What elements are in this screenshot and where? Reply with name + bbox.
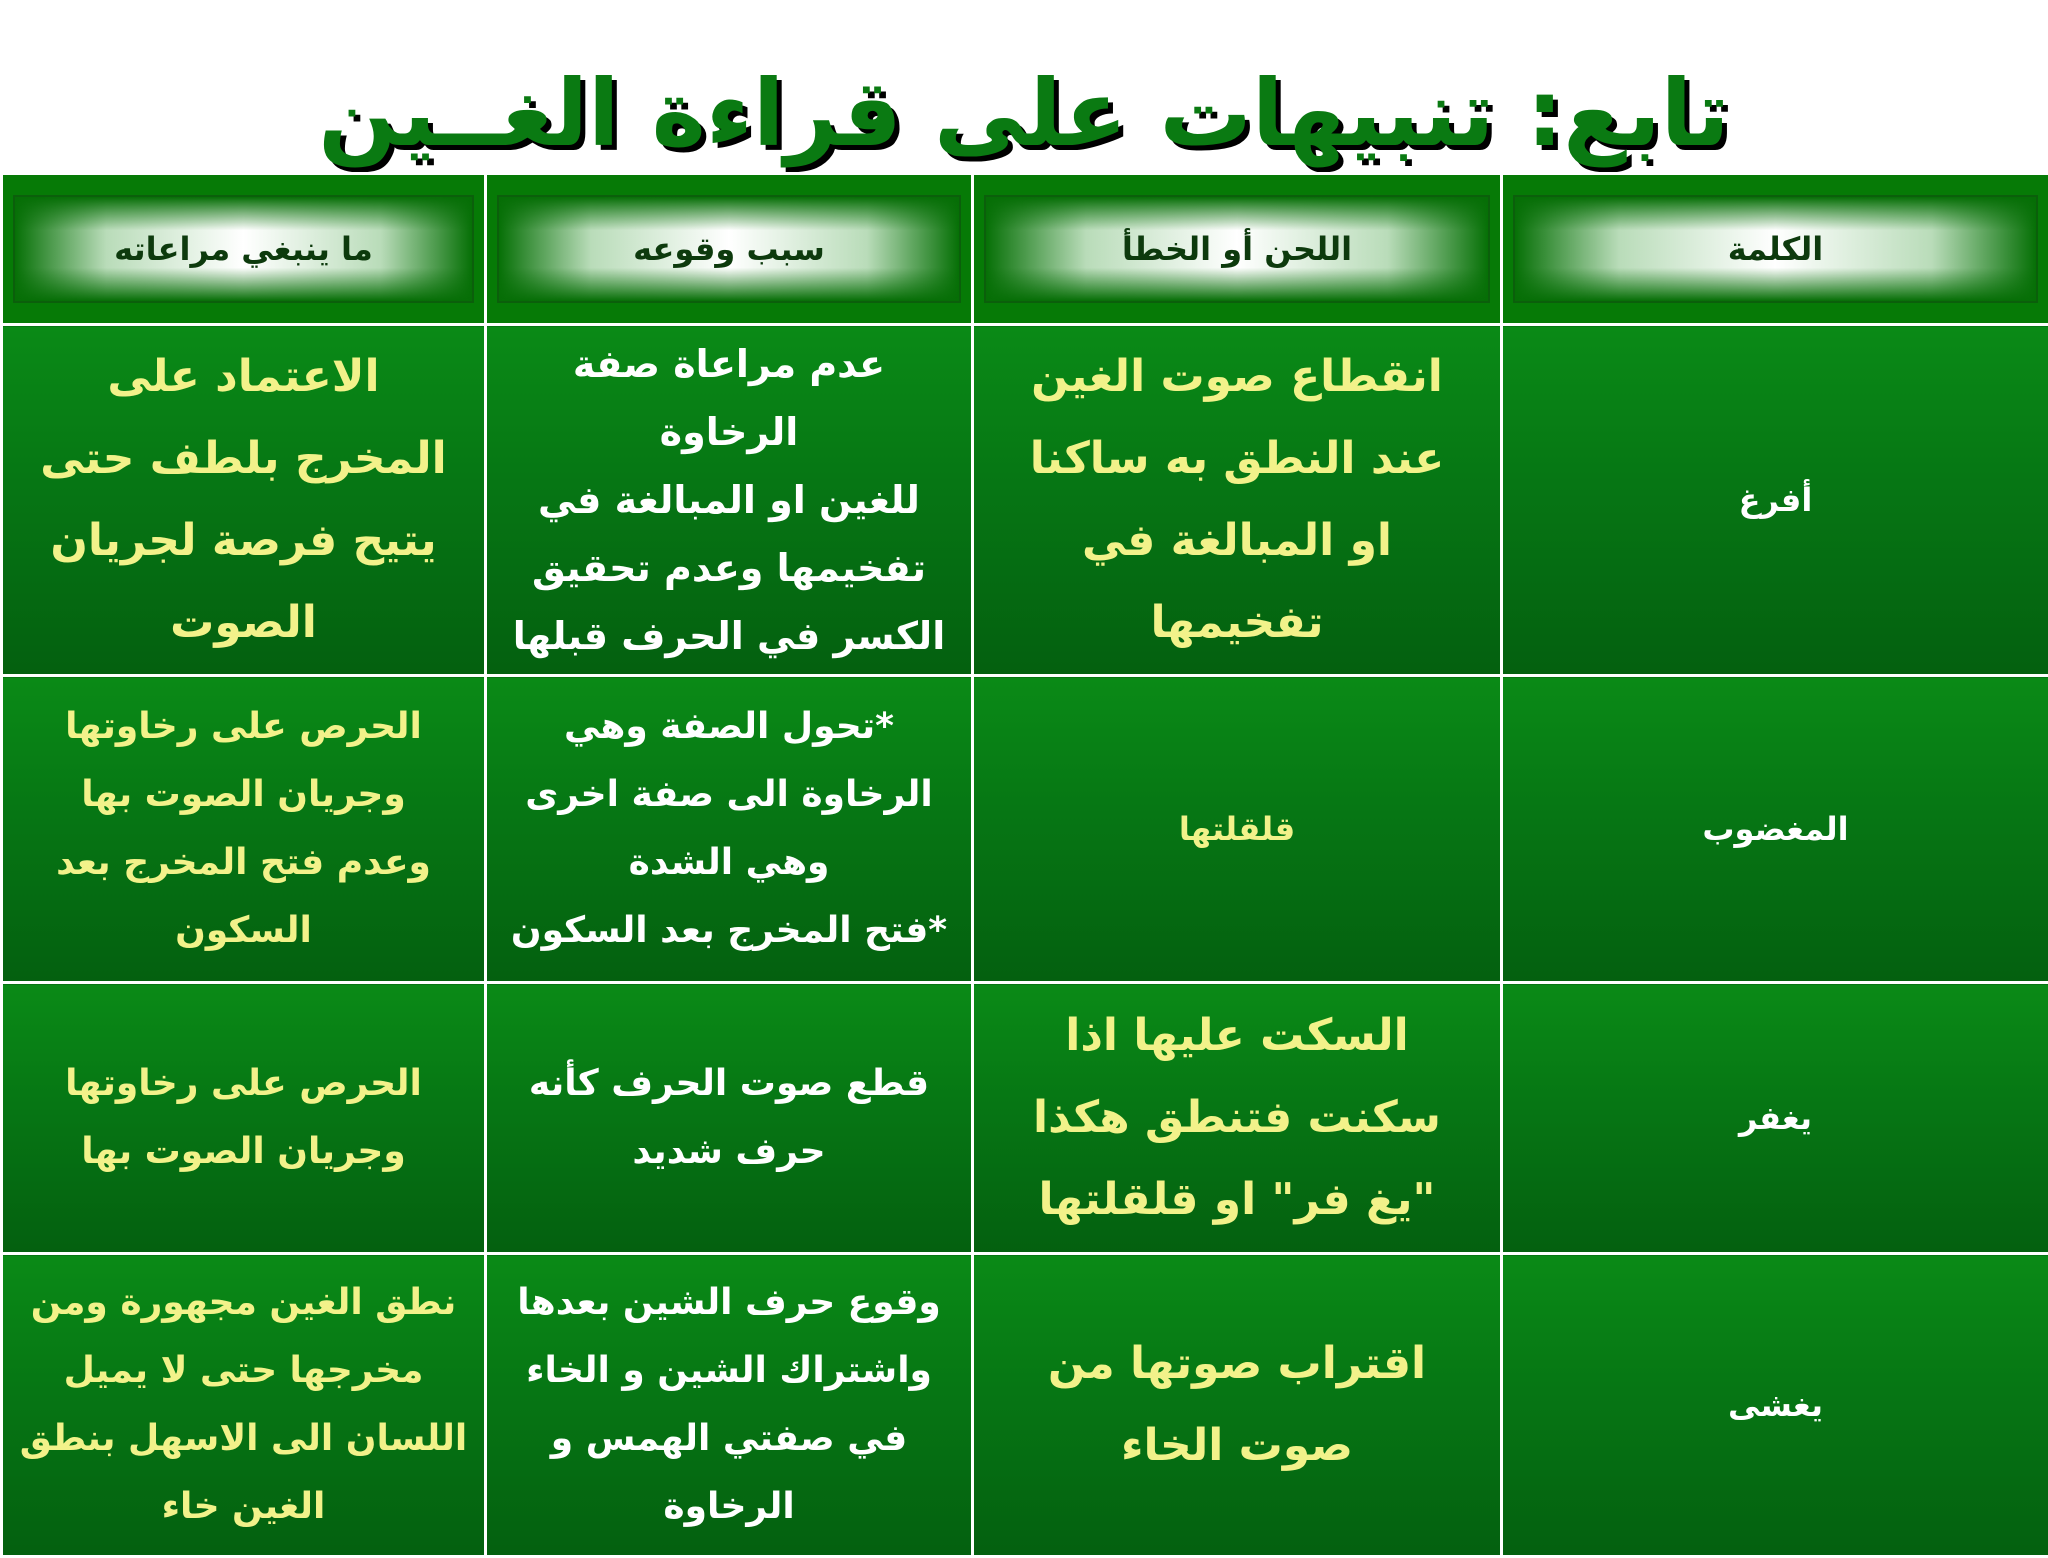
cell-cause [486,983,973,1254]
table-header-row [2,174,2048,325]
cell-remedy [2,983,486,1254]
cell-remedy [2,325,486,676]
header-remedy-label: ما ينبغي مراعاته [13,195,474,303]
table-row [2,676,2048,983]
cell-error [973,1254,1502,1557]
cell-word [1502,1254,2048,1557]
header-error-label: اللحن أو الخطأ [984,195,1490,303]
header-cause-label: سبب وقوعه [497,195,961,303]
cell-cause [486,1254,973,1557]
cause-text: عدم مراعاة صفة الرخاوة للغين او المبالغة في تفخيمها وعدم تحقيق الكسر في الحرف قبلها [501,330,957,670]
cell-remedy [2,1254,486,1557]
cell-word [1502,983,2048,1254]
error-text: السكت عليها اذا سكنت فتنطق هكذا "يغ فر" او قلقلتها [988,995,1486,1241]
remedy-text: نطق الغين مجهورة ومن مخرجها حتى لا يميل اللسان الى الاسهل بنطق الغين خاء [17,1269,470,1541]
word-text: أفرغ [1517,481,2034,519]
table-row [2,1254,2048,1557]
word-text: المغضوب [1517,810,2034,848]
table-row [2,983,2048,1254]
header-cause [486,174,973,325]
remedy-text: الاعتماد على المخرج بلطف حتى يتيح فرصة لجريان الصوت [17,336,470,664]
header-word-label: الكلمة [1513,195,2038,303]
header-error [973,174,1502,325]
error-text: انقطاع صوت الغين عند النطق به ساكنا او المبالغة في تفخيمها [988,336,1486,664]
error-text: قلقلتها [988,810,1486,848]
remedy-text: الحرص على رخاوتها وجريان الصوت بها [17,1050,470,1186]
error-text: اقتراب صوتها من صوت الخاء [988,1323,1486,1487]
slide-title: تابع: تنبيهات على قراءة الغــين [0,44,2048,184]
cause-text: *تحول الصفة وهي الرخاوة الى صفة اخرى وهي الشدة *فتح المخرج بعد السكون [501,693,957,965]
cell-cause [486,325,973,676]
cell-word [1502,676,2048,983]
cause-text: وقوع حرف الشين بعدها واشتراك الشين و الخاء في صفتي الهمس و الرخاوة [501,1269,957,1541]
cell-error [973,325,1502,676]
table-row [2,325,2048,676]
header-word [1502,174,2048,325]
cell-word [1502,325,2048,676]
word-text: يغشى [1517,1386,2034,1424]
header-remedy [2,174,486,325]
cause-text: قطع صوت الحرف كأنه حرف شديد [501,1050,957,1186]
cell-error [973,983,1502,1254]
cell-remedy [2,676,486,983]
ghain-notes-table [0,172,2048,1558]
cell-cause [486,676,973,983]
remedy-text: الحرص على رخاوتها وجريان الصوت بها وعدم فتح المخرج بعد السكون [17,693,470,965]
word-text: يغفر [1517,1099,2034,1137]
cell-error [973,676,1502,983]
